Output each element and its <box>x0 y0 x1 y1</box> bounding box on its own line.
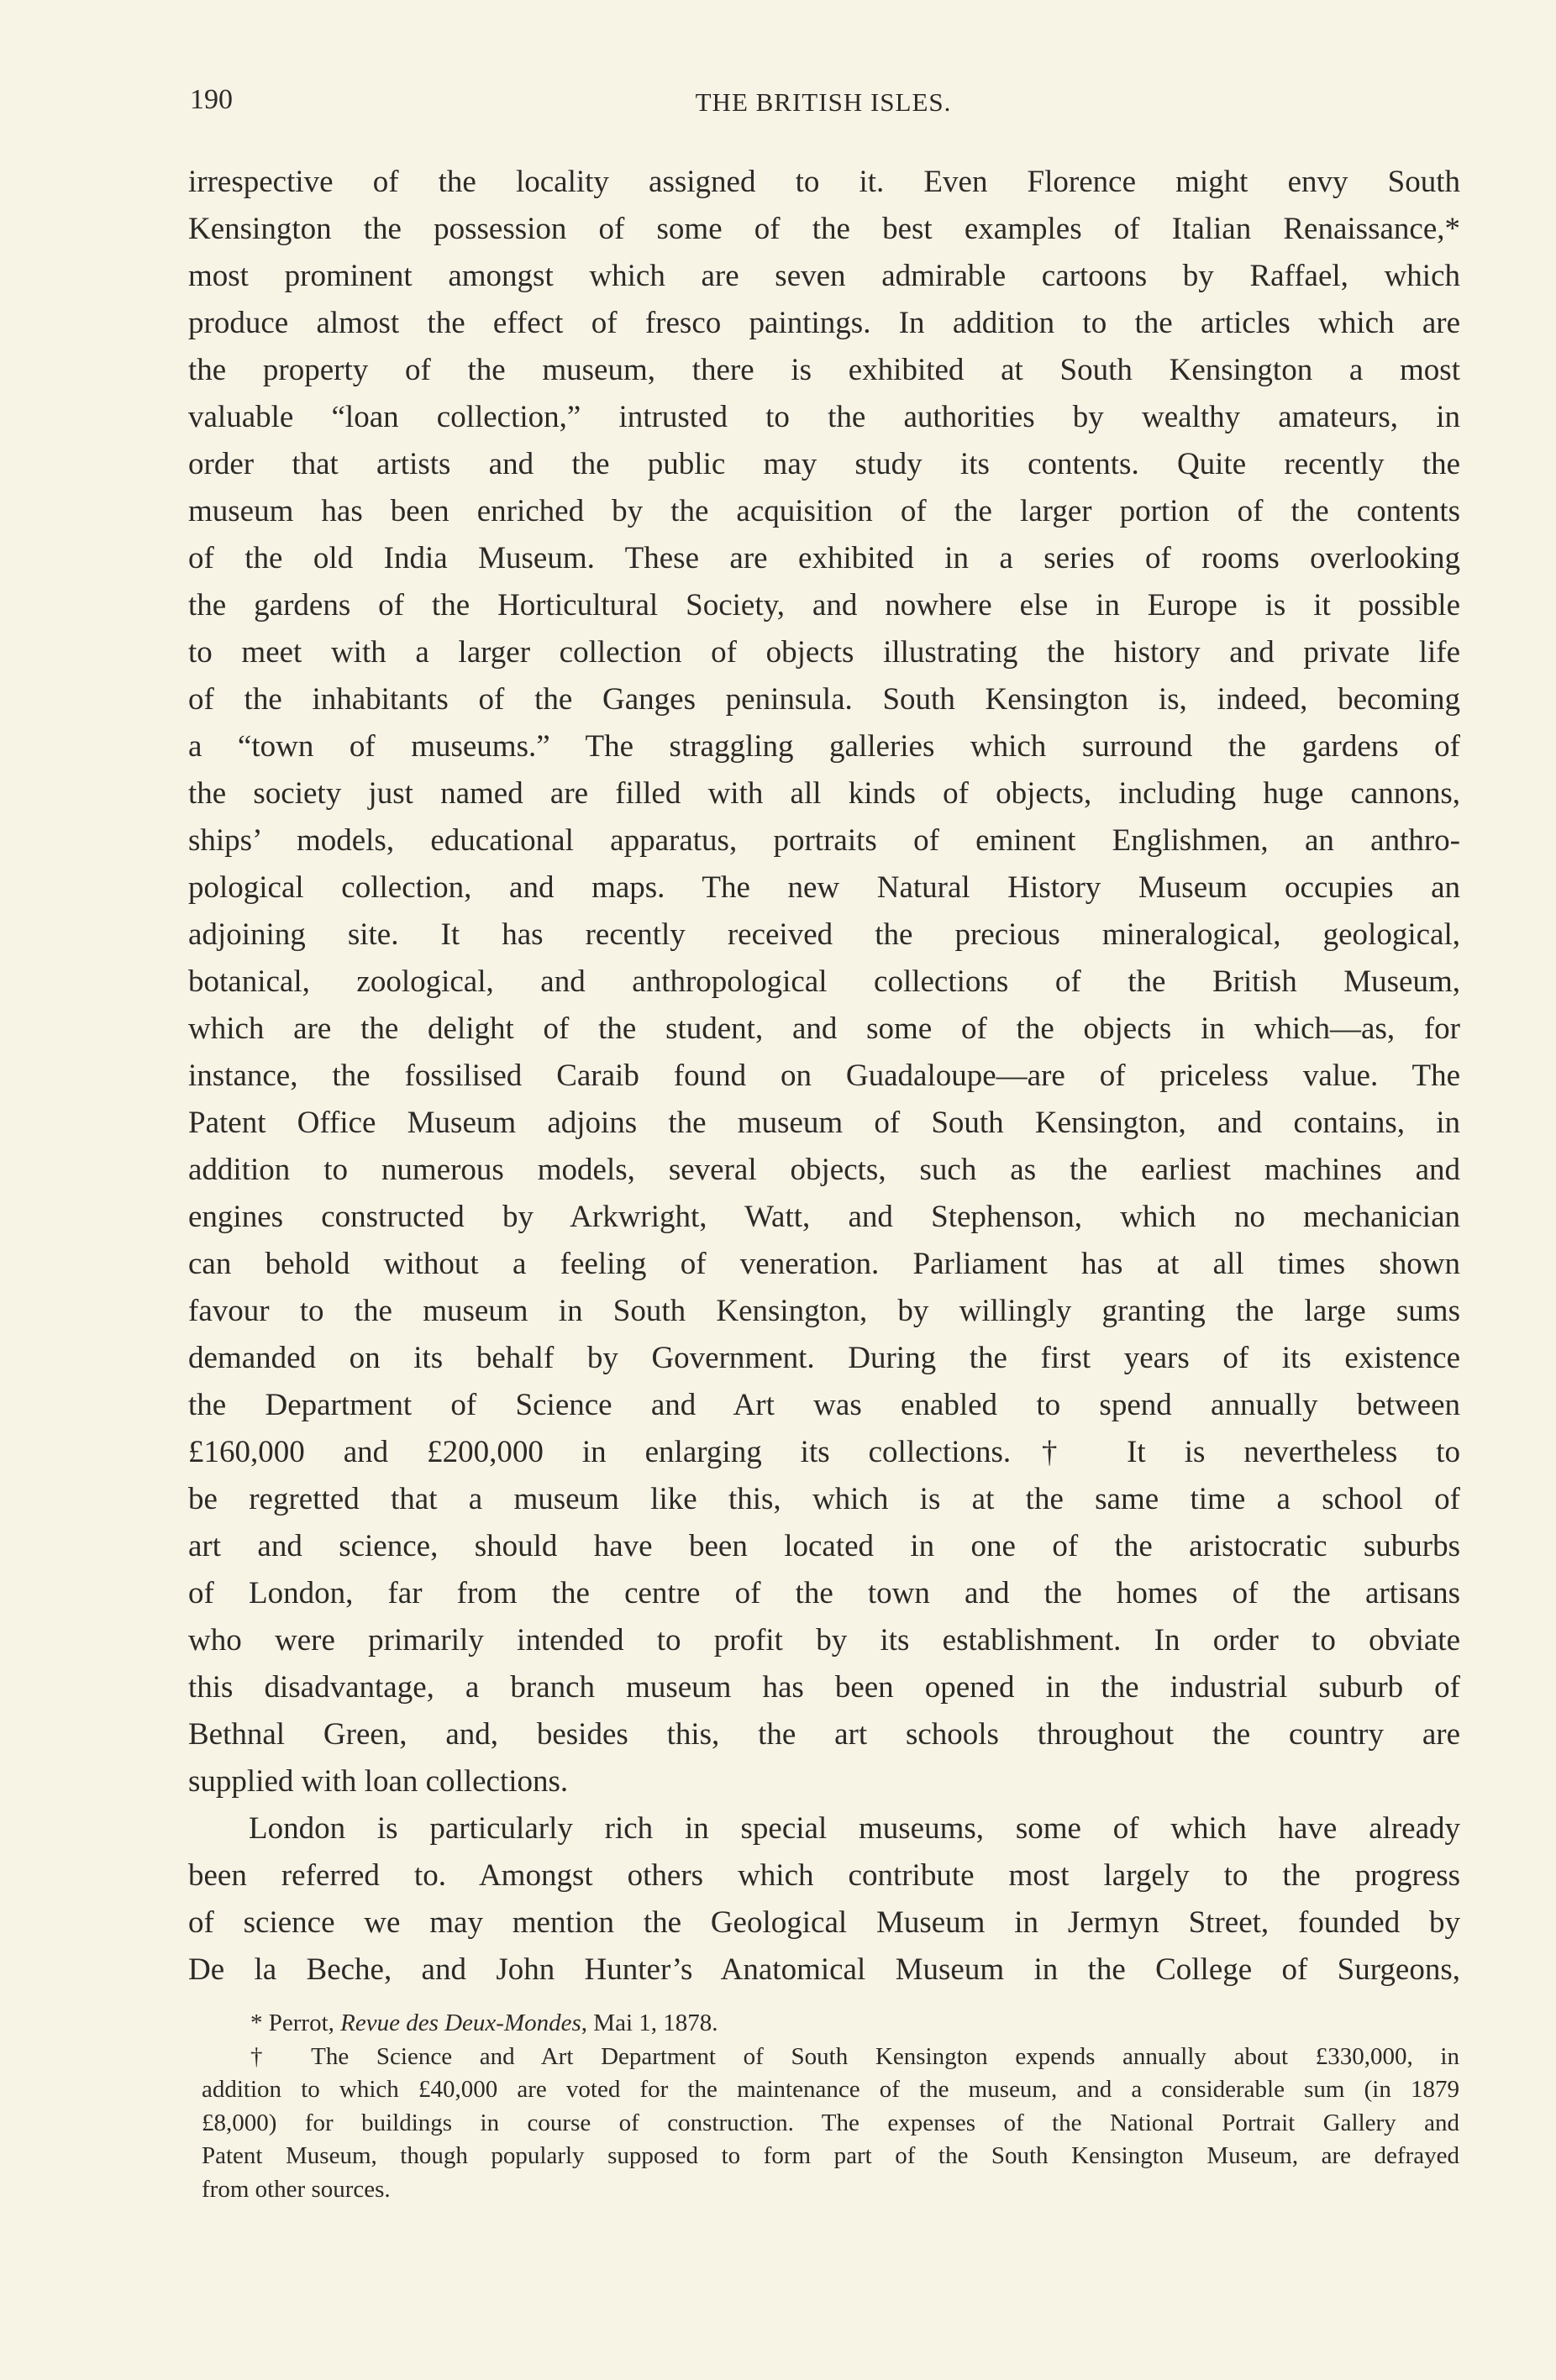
text-line: most prominent amongst which are seven admirable cartoons by Raffael, which <box>188 259 1460 293</box>
text-line: De la Beche, and John Hunter’s Anatomical Museum in the College of Surgeons, <box>188 1952 1460 1987</box>
text-line: Kensington the possession of some of the best examples of Italian Renaissance,* <box>188 212 1460 246</box>
text-line: order that artists and the public may study its contents. Quite recently the <box>188 447 1460 481</box>
footnote-2-line: † The Science and Art Department of South Kensington expends annually about £330,000, in <box>250 2042 1459 2070</box>
text-line: the gardens of the Horticultural Society, and nowhere else in Europe is it possible <box>188 588 1460 623</box>
text-line: can behold without a feeling of veneration. Parliament has at all times shown <box>188 1247 1460 1281</box>
text-line: of the inhabitants of the Ganges peninsula. South Kensington is, indeed, becoming <box>188 682 1460 717</box>
footnote-1-title: Revue des Deux-Mondes <box>340 2010 581 2036</box>
text-line: engines constructed by Arkwright, Watt, and Stephenson, which no mechanician <box>188 1200 1460 1234</box>
text-line: produce almost the effect of fresco paintings. In addition to the articles which are <box>188 306 1460 340</box>
text-line: ships’ models, educational apparatus, portraits of eminent Englishmen, an anthro- <box>188 823 1460 858</box>
text-line: instance, the fossilised Caraib found on Guadaloupe—are of priceless value. The <box>188 1059 1460 1093</box>
text-line: be regretted that a museum like this, which is at the same time a school of <box>188 1482 1460 1516</box>
text-line: a “town of museums.” The straggling galleries which surround the gardens of <box>188 729 1460 764</box>
text-line: adjoining site. It has recently received the precious mineralogical, geological, <box>188 917 1460 952</box>
footnote-1-suffix: , Mai 1, 1878. <box>581 2010 718 2036</box>
text-line: who were primarily intended to profit by its establishment. In order to obviate <box>188 1623 1460 1658</box>
text-line: favour to the museum in South Kensington, by willingly granting the large sums <box>188 1294 1460 1328</box>
text-line: London is particularly rich in special museums, some of which have already <box>249 1811 1460 1846</box>
footnote-2-line: addition to which £40,000 are voted for the maintenance of the museum, and a considerable sum (in 1879 <box>202 2076 1459 2103</box>
text-line: art and science, should have been located in one of the aristocratic suburbs <box>188 1529 1460 1563</box>
text-line: the society just named are filled with all kinds of objects, including huge cannons, <box>188 776 1460 811</box>
footnote-2-line: from other sources. <box>202 2175 391 2203</box>
text-line: the Department of Science and Art was enabled to spend annually between <box>188 1388 1460 1422</box>
text-line: Bethnal Green, and, besides this, the art schools throughout the country are <box>188 1717 1460 1752</box>
text-line: this disadvantage, a branch museum has been opened in the industrial suburb of <box>188 1670 1460 1705</box>
footnotes <box>202 2007 1459 2206</box>
footnote-2-line: £8,000) for buildings in course of construction. The expenses of the National Portrait Gallery and <box>202 2109 1459 2136</box>
text-line: pological collection, and maps. The new Natural History Museum occupies an <box>188 870 1460 905</box>
footnote-1-prefix: * Perrot, <box>250 2010 341 2036</box>
footnote-2-line: Patent Museum, though popularly supposed to form part of the South Kensington Museum, are defrayed <box>202 2142 1459 2169</box>
text-line: addition to numerous models, several objects, such as the earliest machines and <box>188 1153 1460 1187</box>
text-line: £160,000 and £200,000 in enlarging its collections.† It is nevertheless to <box>188 1435 1460 1469</box>
text-line: irrespective of the locality assigned to it. Even Florence might envy South <box>188 165 1460 199</box>
text-line: museum has been enriched by the acquisition of the larger portion of the contents <box>188 494 1460 528</box>
text-line: valuable “loan collection,” intrusted to the authorities by wealthy amateurs, in <box>188 400 1460 434</box>
text-line: Patent Office Museum adjoins the museum of South Kensington, and contains, in <box>188 1106 1460 1140</box>
text-line: supplied with loan collections. <box>188 1764 569 1799</box>
text-line: of science we may mention the Geological Museum in Jermyn Street, founded by <box>188 1905 1460 1940</box>
footnote-1 <box>202 2007 1459 2041</box>
text-line: of the old India Museum. These are exhibited in a series of rooms overlooking <box>188 541 1460 575</box>
text-line: the property of the museum, there is exhibited at South Kensington a most <box>188 353 1460 387</box>
text-line: demanded on its behalf by Government. During the first years of its existence <box>188 1341 1460 1375</box>
text-line: which are the delight of the student, and some of the objects in which—as, for <box>188 1011 1460 1046</box>
text-line: to meet with a larger collection of objects illustrating the history and private life <box>188 635 1460 670</box>
body-text <box>188 159 1460 1994</box>
text-line: botanical, zoological, and anthropological collections of the British Museum, <box>188 964 1460 999</box>
running-title: THE BRITISH ISLES. <box>695 87 952 117</box>
text-line: been referred to. Amongst others which contribute most largely to the progress <box>188 1858 1460 1893</box>
page-number: 190 <box>190 84 233 115</box>
text-line: of London, far from the centre of the town and the homes of the artisans <box>188 1576 1460 1610</box>
